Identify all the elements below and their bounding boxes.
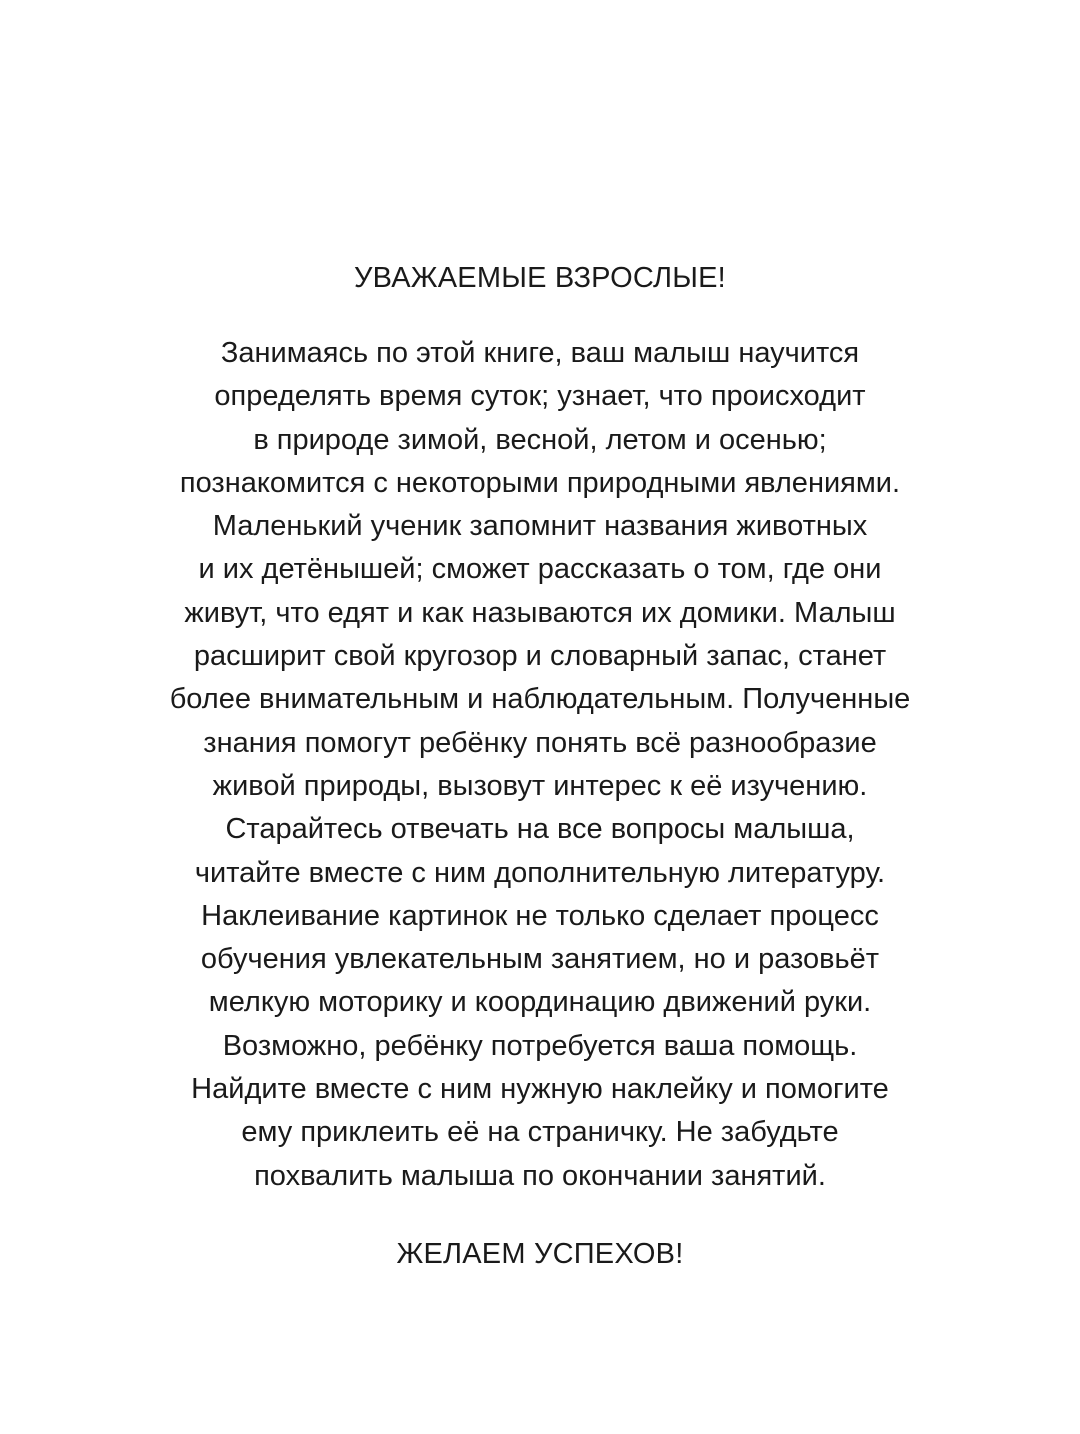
text-line: расширит свой кругозор и словарный запас, станет [193, 640, 887, 673]
body-paragraph [60, 332, 1020, 1198]
closing-line: ЖЕЛАЕМ УСПЕХОВ! [396, 1237, 684, 1270]
text-line: читайте вместе с ним дополнительную литературу. [194, 856, 886, 889]
content-block [60, 258, 1020, 1274]
text-line: и их детёнышей; сможет рассказать о том, где они [198, 553, 882, 586]
text-line: Найдите вместе с ним нужную наклейку и помогите [191, 1073, 889, 1106]
page-heading: УВАЖАЕМЫЕ ВЗРОСЛЫЕ! [354, 262, 726, 294]
text-line: Занимаясь по этой книге, ваш малыш научится [220, 337, 860, 369]
text-line: Маленький ученик запомнит названия животных [212, 510, 868, 543]
text-line: обучения увлекательным занятием, но и разовьёт [200, 943, 880, 976]
text-line: мелкую моторику и координацию движений руки. [208, 986, 872, 1019]
text-line: Наклеивание картинок не только сделает процесс [201, 899, 879, 932]
text-line: познакомится с некоторыми природными явлениями. [179, 466, 901, 499]
text-line: ему приклеить её на страничку. Не забудьте [241, 1116, 839, 1149]
text-line: Возможно, ребёнку потребуется ваша помощь. [222, 1029, 858, 1062]
text-line: похвалить малыша по окончании занятий. [254, 1159, 826, 1192]
text-line: Старайтесь отвечать на все вопросы малыша, [225, 813, 855, 846]
text-line: в природе зимой, весной, летом и осенью; [253, 423, 827, 456]
text-line: знания помогут ребёнку понять всё разнообразие [203, 726, 877, 759]
text-line: живой природы, вызовут интерес к её изучению. [212, 769, 868, 802]
text-line: более внимательным и наблюдательным. Полученные [169, 683, 911, 716]
text-line: живут, что едят и как называются их домики. Малыш [184, 596, 896, 629]
text-line: определять время суток; узнает, что происходит [214, 380, 866, 413]
